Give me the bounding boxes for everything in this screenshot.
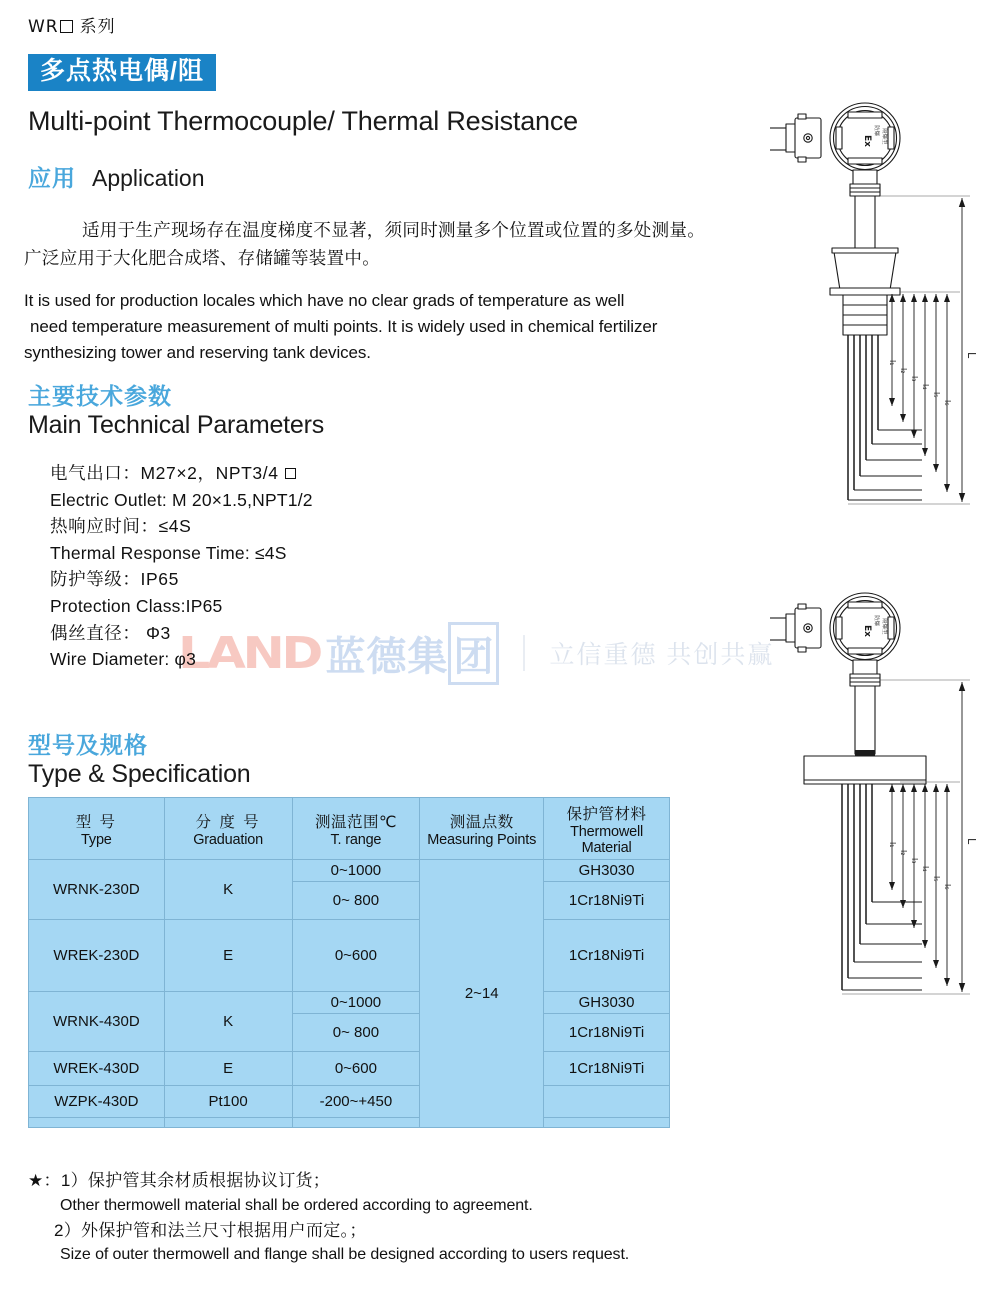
cell-type: WREK-430D — [29, 1052, 165, 1086]
th-measuring-points: 测温点数 Measuring Points — [420, 798, 544, 860]
application-en-line-3: synthesizing tower and reserving tank devices. — [24, 342, 371, 362]
head-marking-cn: 隔爆型 — [881, 618, 887, 635]
cell-range: -200~+450 — [292, 1086, 420, 1118]
footnotes — [28, 1168, 768, 1267]
cell-graduation: E — [164, 1052, 292, 1086]
cell-material: 1Cr18Ni9Ti — [544, 1052, 670, 1086]
page-title: Multi-point Thermocouple/ Thermal Resistance — [28, 106, 578, 136]
th-temperature-range: 测温范围℃ T. range — [292, 798, 420, 860]
head-marking-cn-2: 防爆 — [873, 615, 879, 627]
section-heading-application — [28, 160, 205, 193]
svg-text:l₅: l₅ — [932, 392, 941, 398]
head-marking-cn: 隔爆型 — [881, 128, 887, 145]
assembly-drawing-flanged — [770, 590, 1000, 1010]
svg-text:l₂: l₂ — [899, 850, 908, 856]
head-marking-cn-2: 防爆 — [873, 125, 879, 137]
cell-range: 0~1000 — [292, 992, 420, 1014]
cell-graduation: K — [164, 860, 292, 920]
sensor-element-bundle — [842, 784, 872, 990]
blank-box-icon — [60, 20, 73, 33]
parameters-heading-cn: 主要技术参数 — [28, 383, 172, 409]
parameters-list — [50, 460, 313, 673]
cable-entry-block — [770, 114, 821, 162]
cell-type: WRNK-230D — [29, 860, 165, 920]
dimension-L — [959, 682, 965, 992]
ex-marking-label: Ex — [862, 625, 872, 637]
watermark-logo-text: LAND — [178, 627, 320, 679]
dimension-labels-points — [888, 842, 952, 889]
cell-graduation: K — [164, 992, 292, 1052]
table-spacer-row — [29, 1118, 670, 1128]
svg-text:l₅: l₅ — [932, 876, 941, 882]
section-heading-en: Application — [92, 165, 205, 191]
cell-material — [544, 1086, 670, 1118]
cell-material: 1Cr18Ni9Ti — [544, 882, 670, 920]
cell-material: 1Cr18Ni9Ti — [544, 920, 670, 992]
table-header-row — [29, 798, 670, 860]
param-wire-diameter-cn: 偶丝直径： Φ3 — [50, 622, 171, 643]
cell-range: 0~ 800 — [292, 882, 420, 920]
type-spec-heading-cn: 型号及规格 — [28, 732, 148, 758]
svg-text:l₄: l₄ — [921, 384, 930, 390]
cell-material: GH3030 — [544, 992, 670, 1014]
sensor-return-paths — [848, 430, 922, 500]
blank-box-icon — [285, 468, 296, 479]
application-cn-line-2: 广泛应用于大化肥合成塔、存储罐等装置中。 — [24, 248, 380, 269]
th-thermowell-material: 保护管材料 Thermowell Material — [544, 798, 670, 860]
watermark-brand-cn: 蓝德集 团 — [325, 622, 499, 685]
hex-process-connection — [830, 248, 900, 335]
mounting-flange — [804, 750, 926, 784]
cell-spacer — [544, 1118, 670, 1128]
application-body-en — [24, 288, 794, 365]
assembly-drawing-threaded — [770, 100, 1000, 520]
series-label: WR 系列 — [28, 17, 116, 37]
note-2-en: Size of outer thermowell and flange shall be designed according to users request. — [60, 1246, 630, 1263]
cell-spacer — [29, 1118, 165, 1128]
svg-text:l₂: l₂ — [899, 368, 908, 374]
param-wire-diameter-en: Wire Diameter: φ3 — [50, 649, 197, 670]
cell-material: GH3030 — [544, 860, 670, 882]
dimension-label-L: L — [965, 838, 978, 845]
svg-text:l₃: l₃ — [910, 858, 919, 864]
cable-entry-block — [770, 604, 821, 652]
cell-spacer — [292, 1118, 420, 1128]
note-1-cn: ★：1）保护管其余材质根据协议订货； — [28, 1171, 331, 1190]
ex-marking-label: Ex — [862, 135, 872, 147]
param-electric-outlet-en: Electric Outlet: M 20×1.5,NPT1/2 — [50, 489, 313, 510]
dimension-L — [959, 198, 965, 502]
cell-type: WZPK-430D — [29, 1086, 165, 1118]
note-1-en: Other thermowell material shall be ordered according to agreement. — [60, 1196, 533, 1214]
table-row — [29, 1052, 670, 1086]
cell-spacer — [164, 1118, 292, 1128]
svg-text:l₆: l₆ — [943, 884, 952, 890]
neck-and-nut — [850, 660, 880, 754]
table-row — [29, 992, 670, 1014]
param-electric-outlet-cn: 电气出口：M27×2，NPT3/4 — [50, 460, 313, 487]
neck-and-nut — [850, 170, 880, 250]
cell-range: 0~1000 — [292, 860, 420, 882]
cell-range: 0~600 — [292, 920, 420, 992]
param-protection-class-cn: 防护等级：IP65 — [50, 569, 179, 590]
param-response-time-en: Thermal Response Time: ≤4S — [50, 542, 287, 563]
dimension-points — [889, 784, 950, 986]
star-icon: ★ — [28, 1171, 44, 1190]
cell-type: WRNK-430D — [29, 992, 165, 1052]
dimension-label-L: L — [965, 352, 978, 359]
type-spec-heading-en: Type & Specification — [28, 760, 251, 789]
application-cn-line-1: 适用于生产现场存在温度梯度不显著，须同时测量多个位置或位置的多处测量。 — [82, 220, 705, 240]
svg-text:l₆: l₆ — [943, 400, 952, 406]
sensor-element-bundle — [848, 335, 878, 500]
svg-text:l₃: l₃ — [910, 376, 919, 382]
application-body-cn — [24, 216, 784, 273]
cell-range: 0~600 — [292, 1052, 420, 1086]
th-graduation: 分 度 号 Graduation — [164, 798, 292, 860]
cell-range: 0~ 800 — [292, 1014, 420, 1052]
table-header — [29, 798, 670, 860]
product-banner-cn: 多点热电偶/阻 — [28, 54, 216, 91]
cell-measuring-points: 2~14 — [420, 860, 544, 1128]
note-2-cn: 2）外保护管和法兰尺寸根据用户而定。； — [54, 1220, 367, 1240]
cell-graduation: Pt100 — [164, 1086, 292, 1118]
table-body — [29, 860, 670, 1128]
specification-table — [28, 797, 670, 1128]
application-en-line-2: need temperature measurement of multi points. It is widely used in chemical fertilizer — [30, 316, 658, 336]
section-heading-parameters — [28, 383, 324, 441]
cell-type: WREK-230D — [29, 920, 165, 992]
dimension-labels-points — [888, 360, 952, 405]
cell-material: 1Cr18Ni9Ti — [544, 1014, 670, 1052]
section-heading-cn: 应用 — [28, 165, 76, 191]
param-protection-class-en: Protection Class:IP65 — [50, 595, 223, 616]
section-heading-type-spec — [28, 732, 251, 790]
table-row — [29, 920, 670, 992]
table-row — [29, 860, 670, 882]
application-en-line-1: It is used for production locales which have no clear grads of temperature as well — [24, 291, 625, 310]
param-response-time-cn: 热响应时间：≤4S — [50, 516, 192, 537]
cell-graduation: E — [164, 920, 292, 992]
th-type: 型 号 Type — [29, 798, 165, 860]
watermark-tagline: 立信重德 共创共赢 — [549, 641, 775, 669]
table-row — [29, 1086, 670, 1118]
svg-text:l₄: l₄ — [921, 866, 930, 872]
watermark-divider — [523, 635, 525, 671]
svg-text:l₁: l₁ — [888, 842, 897, 848]
svg-text:l₁: l₁ — [888, 360, 897, 366]
parameters-heading-en: Main Technical Parameters — [28, 411, 325, 440]
